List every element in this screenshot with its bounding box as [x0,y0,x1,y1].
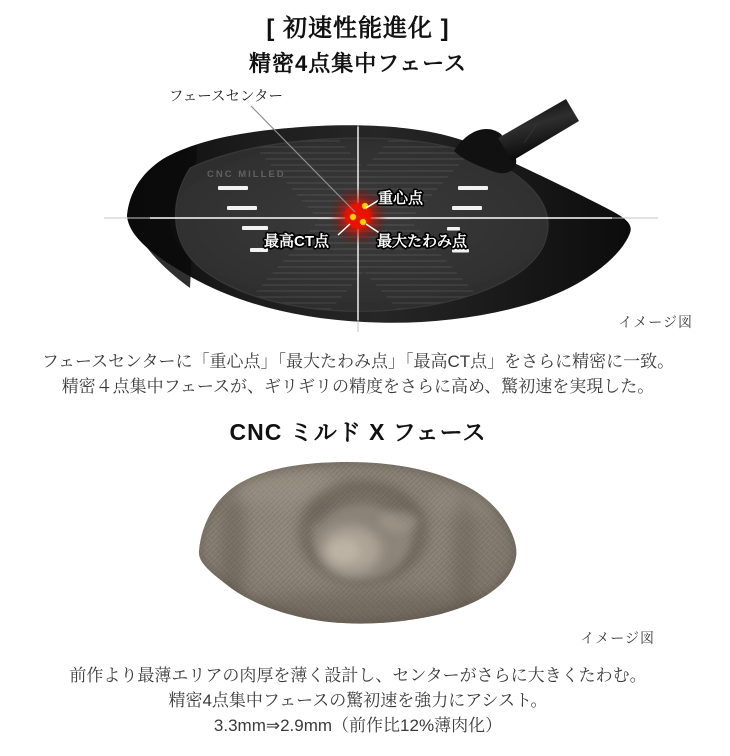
section2-body-line2: 精密4点集中フェースの驚初速を強力にアシスト。 [168,691,548,710]
section1-title: [ 初速性能進化 ] [266,15,450,42]
faceplate-shading [199,462,516,632]
section1-body-line1: フェースセンターに「重心点」「最大たわみ点」「最高CT点」をさらに精密に一致。 [41,352,675,371]
shaft [498,99,579,161]
section2-body-line1: 前作より最薄エリアの肉厚を薄く設計し、センターがさらに大きくたわむ。 [69,666,647,685]
clubface-diagram [0,85,730,335]
callout-max-ct-point: 最高CT点 [264,233,329,250]
section1-body [0,349,716,399]
callout-gravity-point: 重心点 [378,190,424,207]
callout-max-deflection-point: 最大たわみ点 [377,233,468,250]
figure2-caption: イメージ図 [580,630,655,646]
section1-body-line2: 精密４点集中フェースが、ギリギリの精度をさらに高め、驚初速を実現した。 [61,377,655,396]
section2-body [0,663,716,738]
section2-body-line3: 3.3mm⇒2.9mm（前作比12%薄肉化） [213,716,503,735]
section2-title: CNC ミルド X フェース [229,419,487,445]
figure1-caption: イメージ図 [618,314,693,330]
face-center-label: フェースセンター [169,89,283,105]
faceplate-diagram [0,450,730,650]
section1-subtitle: 精密4点集中フェース [248,51,468,76]
cnc-milled-engraving: CNC MILLED [207,169,286,180]
